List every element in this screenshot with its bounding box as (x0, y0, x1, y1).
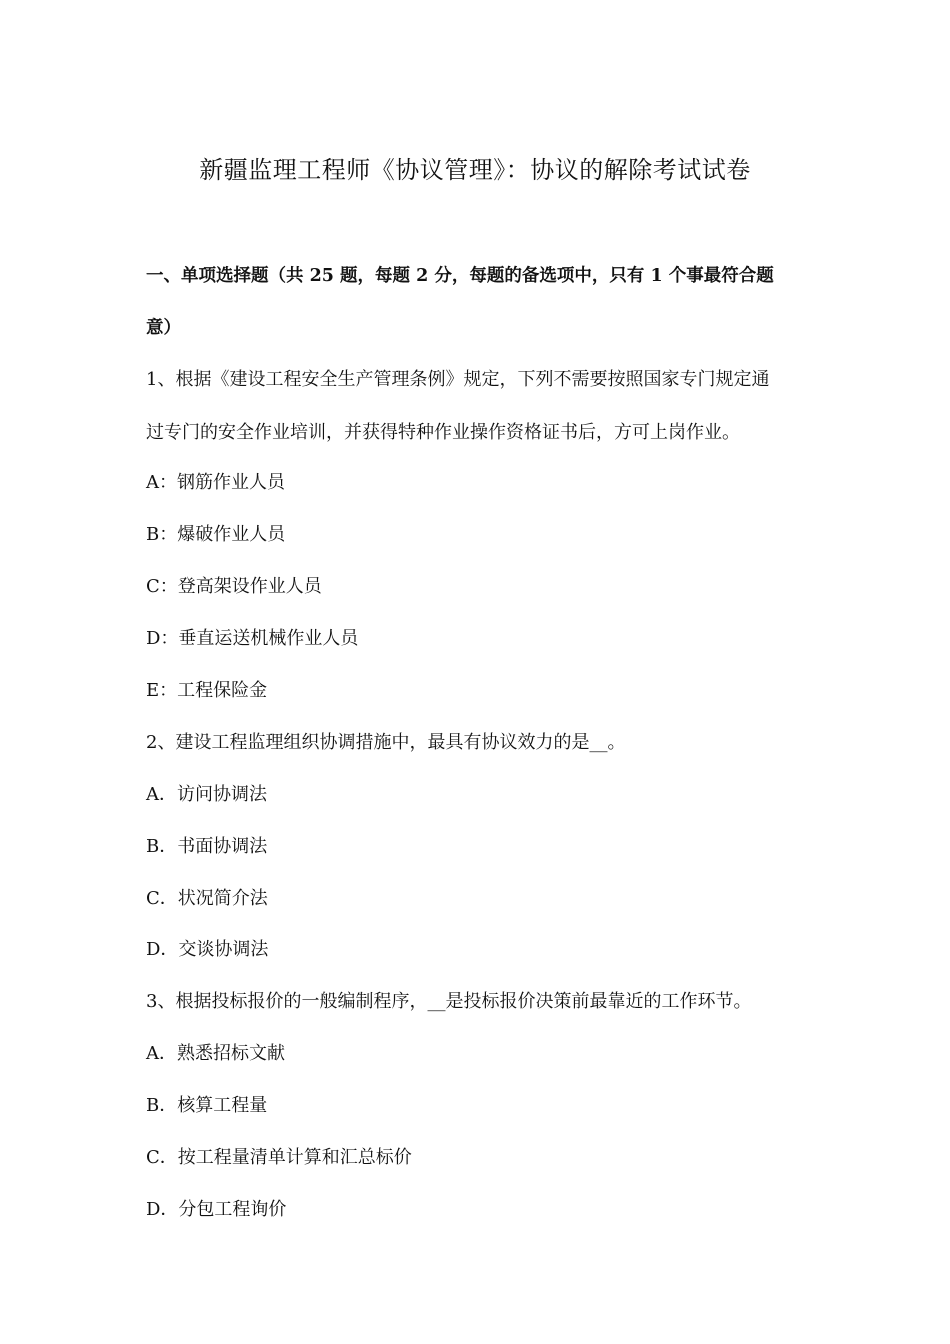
document-title: 新疆监理工程师《协议管理》：协议的解除考试试卷 (199, 156, 751, 184)
question-2-option-d: D．交谈协调法 (146, 939, 269, 960)
question-3-option-a: A．熟悉招标文献 (146, 1043, 285, 1064)
question-3-option-c: C．按工程量清单计算和汇总标价 (146, 1147, 412, 1168)
question-2-option-b: B．书面协调法 (146, 836, 268, 857)
question-1-stem-line1: 1、根据《建设工程安全生产管理条例》规定，下列不需要按照国家专门规定通 (146, 369, 770, 390)
question-1-option-e: E：工程保险金 (146, 680, 268, 701)
question-1-option-d: D：垂直运送机械作业人员 (146, 628, 359, 649)
question-3-option-b: B．核算工程量 (146, 1095, 268, 1116)
question-1-stem-line2: 过专门的安全作业培训，并获得特种作业操作资格证书后，方可上岗作业。 (146, 422, 740, 443)
question-1-option-b: B：爆破作业人员 (146, 524, 286, 545)
question-3-stem: 3、根据投标报价的一般编制程序，__是投标报价决策前最靠近的工作环节。 (146, 991, 752, 1012)
question-1-option-a: A：钢筋作业人员 (146, 472, 285, 493)
question-3-option-d: D．分包工程询价 (146, 1199, 287, 1220)
section-heading-line1: 一、单项选择题（共 25 题，每题 2 分，每题的备选项中，只有 1 个事最符合题 (146, 266, 774, 286)
question-2-option-a: A．访问协调法 (146, 784, 267, 805)
question-2-option-c: C．状况简介法 (146, 888, 268, 909)
question-2-stem: 2、建设工程监理组织协调措施中，最具有协议效力的是__。 (146, 732, 626, 753)
question-1-option-c: C：登高架设作业人员 (146, 576, 322, 597)
section-heading-line2: 意） (146, 318, 181, 338)
